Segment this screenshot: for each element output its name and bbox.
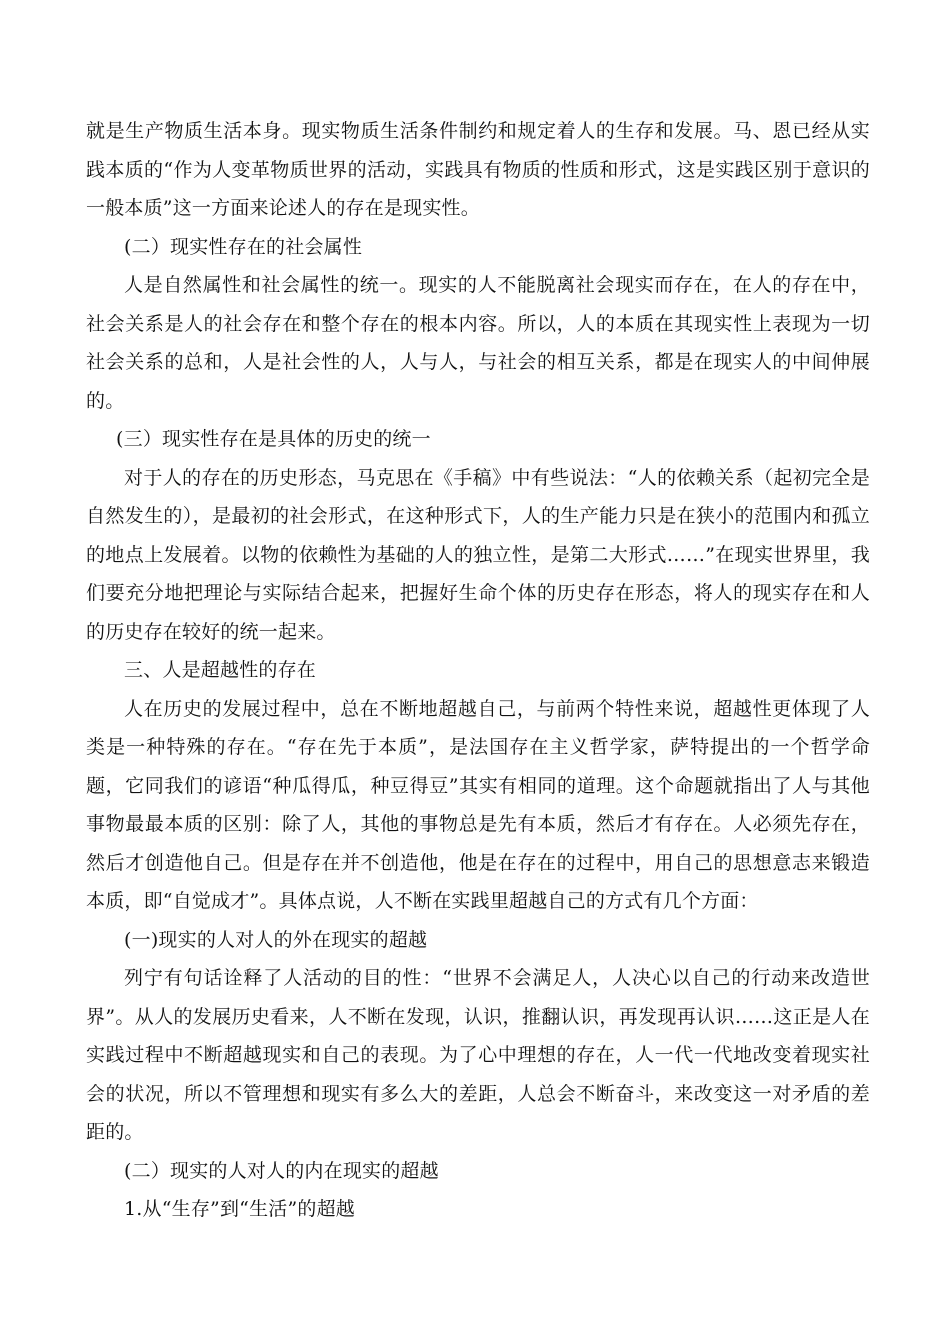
section-heading-social-attribute: (二）现实性存在的社会属性 [124, 235, 363, 258]
paragraph-historical-unity: 对于人的存在的历史形态，马克思在《手稿》中有些说法：“人的依赖关系（起初完全是自然发生的），是最初的社会形式，在这种形式下，人的生产能力只是在狭小的范围内和孤立的地点上发展着。以物的依赖性为基础的人的独立性，是第二大形式……”在现实世界里，我们要充分地把理论与实际结合起来，把握好生命个体的历史存在形态，将人的现实存在和人的历史存在较好的统一起来。 [86, 466, 870, 643]
section-heading-external-reality: (一)现实的人对人的外在现实的超越 [124, 928, 428, 951]
section-heading-historical-unity: (三）现实性存在是具体的历史的统一 [116, 428, 431, 450]
subsection-heading-survival-to-life: 1.从“生存”到“生活”的超越 [124, 1198, 355, 1220]
paragraph-external-reality: 列宁有句话诠释了人活动的目的性：“世界不会满足人，人决心以自己的行动来改造世界”。从人的发展历史看来，人不断在发现，认识，推翻认识，再发现再认识……这正是人在实践过程中不断超越现实和自己的表现。为了心中理想的存在，人一代一代地改变着现实社会的状况，所以不管理想和现实有多么大的差距，人总会不断奋斗，来改变这一对矛盾的差距的。 [86, 967, 870, 1143]
section-heading-transcendence: 三、人是超越性的存在 [124, 659, 317, 681]
paragraph-intro-continuation: 就是生产物质生活本身。现实物质生活条件制约和规定着人的生存和发展。马、恩已经从实践本质的“作为人变革物质世界的活动，实践具有物质的性质和形式，这是实践区别于意识的一般本质”这一方面来论述人的存在是现实性。 [86, 120, 870, 219]
section-heading-internal-reality: (二）现实的人对人的内在现实的超越 [124, 1159, 439, 1182]
document-page [86, 112, 870, 1229]
paragraph-transcendence: 人在历史的发展过程中，总在不断地超越自己，与前两个特性来说，超越性更体现了人类是一种特殊的存在。“存在先于本质”，是法国存在主义哲学家，萨特提出的一个哲学命题，它同我们的谚语“种瓜得瓜，种豆得豆”其实有相同的道理。这个命题就指出了人与其他事物最最本质的区别：除了人，其他的事物总是先有本质，然后才有存在。人必须先存在，然后才创造他自己。但是存在并不创造他，他是在存在的过程中，用自己的思想意志来锻造本质，即“自觉成才”。具体点说，人不断在实践里超越自己的方式有几个方面： [86, 697, 870, 912]
paragraph-social-attribute: 人是自然属性和社会属性的统一。现实的人不能脱离社会现实而存在，在人的存在中，社会关系是人的社会存在和整个存在的根本内容。所以，人的本质在其现实性上表现为一切社会关系的总和，人是社会性的人，人与人，与社会的相互关系，都是在现实人的中间伸展的。 [86, 274, 870, 412]
